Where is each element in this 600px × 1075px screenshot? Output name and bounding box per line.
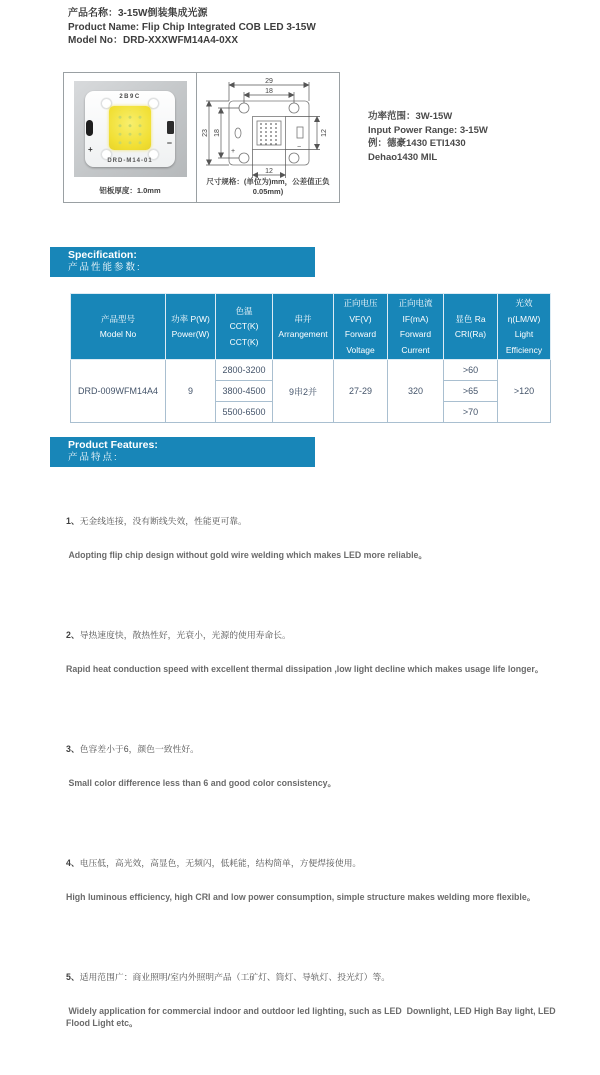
header-line: CCT(K): [229, 336, 259, 347]
col-header-model: [71, 294, 166, 360]
feature-text-en: Small color difference less than 6 and good color consistency。: [66, 777, 337, 788]
dimension-drawing: [197, 75, 338, 183]
header-line: Light: [514, 329, 534, 339]
plus-label: +: [88, 145, 93, 154]
dim-outer-height: 23: [202, 129, 209, 137]
features-title-cn: 产品特点:: [68, 452, 119, 463]
product-features-banner: [50, 437, 315, 467]
col-header-arrangement: [273, 294, 334, 360]
col-header-vf: [334, 294, 388, 360]
drawing-plus-label: +: [231, 148, 236, 155]
cell-cct-3: 5500-6500: [216, 402, 273, 423]
col-header-if: [388, 294, 444, 360]
chip-photo: [74, 81, 187, 177]
dim-outer-width: 29: [265, 78, 273, 85]
header-line: 正向电流: [398, 298, 433, 308]
feature-item: [66, 607, 578, 698]
page-title: [68, 7, 316, 48]
feature-text-en: High luminous efficiency, high CRI and low power consumption, simple structure makes welding more flexible。: [66, 892, 536, 903]
feature-number: 5、: [66, 971, 80, 982]
features-title-en: Product Features:: [68, 439, 158, 451]
product-name-en: Product Name: Flip Chip Integrated COB LED 3-15W: [68, 21, 316, 33]
header-line: 显色 Ra: [455, 313, 486, 324]
chip-code-label: 2B9C: [119, 94, 141, 100]
header-line: CRI(Ra): [454, 329, 487, 339]
model-number: Model No：DRD-XXXWFM14A4-0XX: [68, 35, 239, 46]
header-line: Current: [401, 344, 430, 355]
header-line: IF(mA): [402, 313, 429, 324]
dim-right: 12: [321, 129, 328, 137]
col-header-cri: [444, 294, 498, 360]
feature-number: 4、: [66, 857, 80, 868]
chip-photo-box: [63, 72, 197, 203]
cell-cri-1: >60: [444, 360, 498, 381]
photo-caption: 铝板厚度：1.0mm: [99, 186, 161, 195]
header-line: 串并: [294, 313, 312, 324]
drawing-minus-label: −: [297, 144, 302, 151]
header-line: 产品型号: [100, 313, 135, 324]
table-row: [71, 360, 551, 381]
feature-number: 3、: [66, 743, 80, 754]
power-range-en: Input Power Range: 3-15W: [368, 124, 488, 136]
cell-vf: 27-29: [334, 360, 388, 423]
header-line: Model No: [99, 329, 137, 339]
cell-if: 320: [388, 360, 444, 423]
feature-text-en: Widely application for commercial indoor and outdoor led lighting, such as LED Downlight, LED High Bay light, LED Flood Light etc。: [66, 1006, 559, 1028]
header-line: Forward: [399, 329, 432, 339]
header-line: VF(V): [349, 313, 372, 324]
header-line: Forward: [344, 329, 377, 339]
image-panel: [63, 72, 340, 203]
power-example-en: Dehao1430 MIL: [368, 151, 438, 163]
dim-bottom: 12: [265, 168, 273, 175]
feature-number: 1、: [66, 515, 80, 526]
feature-text-cn: 适用范围广：商业照明/室内外照明产品（工矿灯、筒灯、导轨灯、投光灯）等。: [79, 971, 391, 982]
col-header-power: [166, 294, 216, 360]
feature-text-en: Rapid heat conduction speed with excellent thermal dissipation ,low light decline which makes usage life longer。: [66, 663, 544, 674]
cell-model: DRD-009WFM14A4: [71, 360, 166, 423]
specification-banner: [50, 247, 315, 277]
feature-item: [66, 493, 578, 584]
cell-arrangement: 9串2并: [273, 360, 334, 423]
feature-text-cn: 导热速度快，散热性好，光衰小，光源的使用寿命长。: [79, 629, 291, 640]
dimension-drawing-box: [197, 72, 340, 203]
header-line: Arrangement: [278, 329, 328, 339]
header-line: Voltage: [346, 344, 375, 355]
cell-cri-3: >70: [444, 402, 498, 423]
cathode-pad: [167, 121, 174, 134]
power-example-cn: 例：德豪1430 ETI1430: [368, 138, 466, 149]
header-line: 色温: [235, 305, 253, 316]
die-dot-grid: [260, 123, 277, 145]
dim-inner-width: 18: [265, 88, 273, 95]
specification-title-en: Specification:: [68, 249, 137, 261]
anode-pad: [86, 120, 93, 136]
feature-number: 2、: [66, 629, 80, 640]
cell-cri-2: >65: [444, 381, 498, 402]
header-line: 光效: [515, 298, 533, 308]
col-header-cct: [216, 294, 273, 360]
col-header-efficiency: [498, 294, 551, 360]
power-range-cn: 功率范围：3W-15W: [368, 111, 453, 122]
pcb-board: [85, 91, 175, 167]
phosphor-area: [109, 106, 151, 150]
header-line: 功率 P(W): [171, 313, 210, 324]
product-title-cn: 产品名称：3-15W倒装集成光源: [68, 8, 208, 19]
feature-item: [66, 949, 578, 1052]
specification-title-cn: 产品性能参数:: [68, 262, 142, 273]
feature-text-en: Adopting flip chip design without gold wire welding which makes LED more reliable。: [66, 549, 428, 560]
chip-model-label: DRD-M14-01: [107, 158, 153, 164]
power-info: [368, 110, 488, 164]
features-list: [66, 470, 578, 1075]
drawing-caption: 尺寸规格：(单位为)mm，公差值正负0.05mm): [206, 177, 330, 196]
header-line: Efficiency: [505, 344, 543, 355]
cell-efficiency: >120: [498, 360, 551, 423]
specification-table: [70, 293, 551, 423]
cell-cct-1: 2800-3200: [216, 360, 273, 381]
feature-text-cn: 色容差小于6，颜色一致性好。: [79, 743, 199, 754]
cell-power: 9: [166, 360, 216, 423]
cell-cct-2: 3800-4500: [216, 381, 273, 402]
feature-item: [66, 721, 578, 812]
dim-inner-height: 18: [214, 129, 221, 137]
feature-text-cn: 电压低，高光效，高显色，无频闪，低耗能，结构简单，方便焊接使用。: [79, 857, 362, 868]
feature-text-cn: 无金线连接，没有断线失效，性能更可靠。: [79, 515, 247, 526]
feature-item: [66, 835, 578, 926]
header-line: 正向电压: [343, 298, 378, 308]
header-line: CCT(K): [229, 321, 259, 332]
header-line: Power(W): [171, 329, 210, 339]
header-line: η(LM/W): [507, 313, 541, 324]
minus-label: −: [166, 138, 172, 148]
